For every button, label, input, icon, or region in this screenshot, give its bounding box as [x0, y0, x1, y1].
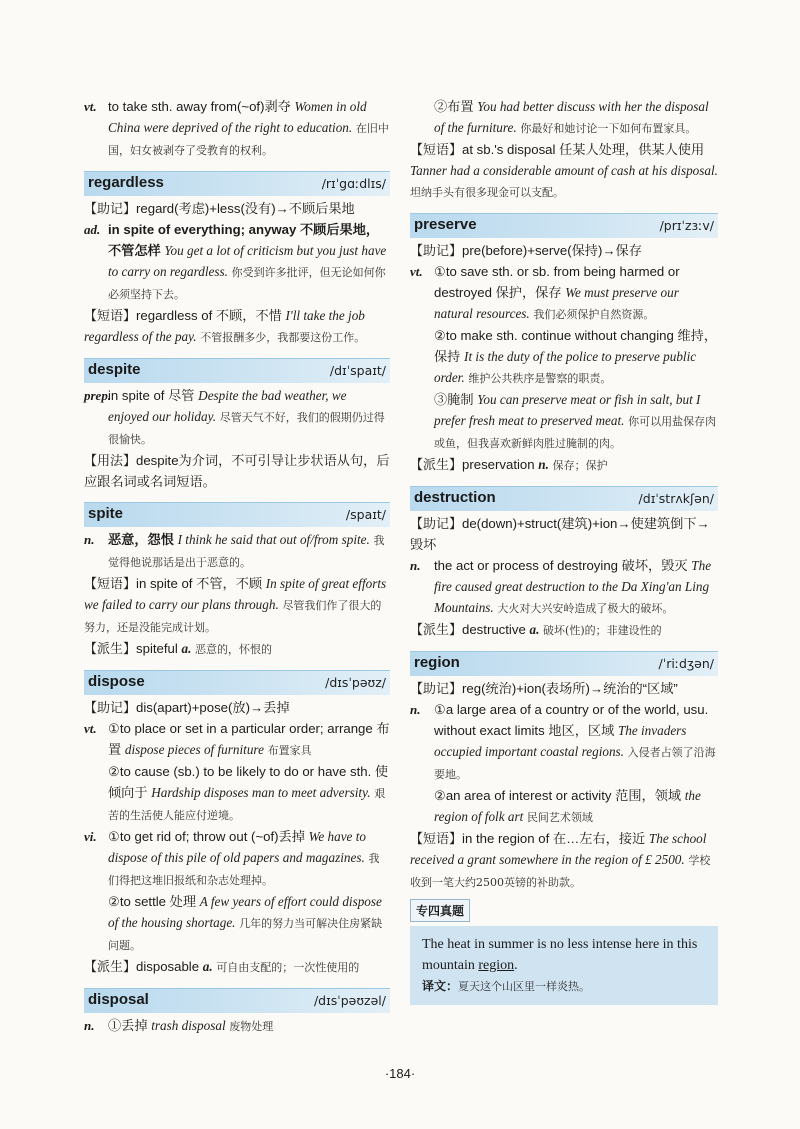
sense: [84, 385, 390, 450]
example-cn: 你可以用盐保存肉或鱼，但我喜欢新鲜肉胜过腌制的肉。: [434, 415, 717, 450]
headword: destruction: [414, 489, 496, 506]
exam-label: 专四真题: [410, 899, 470, 922]
exam-box: [410, 926, 718, 1005]
example-cn: 废物处理: [229, 1020, 274, 1033]
memo-line: [410, 678, 718, 699]
pos-label: vi.: [84, 829, 97, 844]
memo-tag: 【助记】: [410, 243, 463, 258]
derivative: disposable: [136, 959, 200, 974]
usage-text: despite为介词，不可引导让步状语从句，后应跟名词或名词短语。: [84, 453, 390, 489]
translation-label: 译文：: [422, 979, 459, 993]
phonetic: /ˈriːdʒən/: [658, 656, 714, 671]
sense: [84, 529, 390, 573]
derivative: spiteful: [136, 641, 178, 656]
example-cn: 民间艺术领域: [526, 811, 593, 824]
memo-line: [410, 513, 718, 555]
example-en: The invaders occupied important coastal regions.: [434, 723, 687, 759]
headword-bar-destruction: [410, 486, 718, 511]
example-cn: 维护公共秩序是警察的职责。: [468, 372, 612, 385]
phonetic: /rɪˈgɑːdlɪs/: [321, 176, 386, 191]
phrase-tag: 【短语】: [410, 142, 463, 157]
example-en: The school received a grant somewhere in the region of £ 2500.: [410, 831, 707, 867]
sense: [84, 718, 390, 761]
headword-bar-disposal: [84, 988, 390, 1013]
headword: disposal: [88, 991, 149, 1008]
phrase-line: [84, 305, 390, 348]
example-en: You had better discuss with her the disposal of the furniture.: [434, 99, 709, 135]
pos-label: n.: [410, 702, 421, 717]
translation-text: 夏天这个山区里一样炎热。: [458, 980, 591, 993]
phonetic: /dɪsˈpəʊzəl/: [313, 993, 386, 1008]
memo-text: pre(before)+serve(保持)→保存: [462, 243, 642, 258]
example-en: We must preserve our natural resources.: [434, 285, 679, 321]
phrase-line: [410, 828, 718, 893]
memo-tag: 【助记】: [84, 700, 137, 715]
sense: [84, 891, 390, 956]
exam-sentence-pre: The heat in summer is no less intense here in this mountain: [422, 937, 698, 973]
entry-intro-deprive: [84, 96, 390, 161]
phrase-tag: 【短语】: [84, 308, 137, 323]
example-en: In spite of great efforts we failed to carry our plans through.: [84, 576, 387, 612]
headword: dispose: [88, 673, 145, 690]
derivative-cn: 破坏(性)的；非建设性的: [543, 624, 662, 637]
exam-sentence: [422, 934, 708, 976]
definition: in spite of 尽管: [108, 388, 195, 403]
headword: preserve: [414, 216, 477, 233]
definition: the act or process of destroying 破坏，毁灭: [434, 558, 688, 573]
definition: ②布置: [434, 99, 474, 114]
sense: [84, 761, 390, 826]
example-en: You get a lot of criticism but you just have to carry on regardless.: [108, 243, 387, 279]
headword: spite: [88, 505, 124, 522]
example-en: Tanner had a considerable amount of cash at his disposal.: [410, 163, 718, 178]
derivative-cn: 可自由支配的；一次性使用的: [216, 961, 360, 974]
definition: 恶意，怨恨: [108, 532, 174, 547]
phrase: in spite of 不管，不顾: [136, 576, 263, 591]
example-cn: 你最好和她讨论一下如何布置家具。: [520, 122, 697, 135]
right-column: [410, 96, 718, 1005]
definition: ①丢掉: [108, 1018, 148, 1033]
definition: ①to save sth. or sb. from being harmed or destroyed 保护，保存: [434, 264, 680, 300]
memo-line: [84, 697, 390, 718]
definition: ②to make sth. continue without changing 维持，保持: [434, 328, 718, 364]
derivative-cn: 恶意的，怀恨的: [195, 643, 273, 656]
example-cn: 不管报酬多少，我都要这份工作。: [200, 331, 366, 344]
example-en: We have to dispose of this pile of old papers and magazines.: [108, 829, 366, 865]
memo-text: regard(考虑)+less(没有)→不顾后果地: [136, 201, 355, 216]
derivative-line: [410, 454, 718, 476]
phrase: in the region of 在…左右，接近: [462, 831, 646, 846]
sense: [410, 785, 718, 828]
headword-bar-region: [410, 651, 718, 676]
sense: [410, 389, 718, 454]
sense: [84, 219, 390, 305]
page-number: ·184·: [384, 1066, 416, 1081]
example-cn: 我们必须保护自然资源。: [533, 308, 655, 321]
headword-bar-preserve: [410, 213, 718, 238]
memo-text: reg(统治)+ion(表场所)→统治的“区域”: [462, 681, 678, 696]
example-en: trash disposal: [151, 1018, 226, 1033]
sense: [410, 325, 718, 389]
derivative-tag: 【派生】: [84, 959, 137, 974]
example-en: Women in old China were deprived of the right to education.: [108, 99, 367, 135]
headword-bar-despite: [84, 358, 390, 383]
sense: [410, 555, 718, 619]
headword: region: [414, 654, 460, 671]
pos-label: n.: [84, 532, 95, 547]
example-cn: 几年的努力当可解决住房紧缺问题。: [108, 917, 383, 952]
example-cn: 大火对大兴安岭造成了极大的破坏。: [497, 602, 674, 615]
example-cn: 你受到许多批评，但无论如何你必须坚持下去。: [108, 266, 386, 301]
definition: ②to cause (sb.) to be likely to do or have sth. 使倾向于: [108, 764, 389, 800]
example-en: It is the duty of the police to preserve public order.: [434, 349, 697, 385]
derivative-tag: 【派生】: [410, 622, 463, 637]
derivative: preservation: [462, 457, 535, 472]
pos-label: n.: [84, 1018, 95, 1033]
example-en: the region of folk art: [434, 788, 701, 824]
memo-text: de(down)+struct(建筑)+ion→使建筑倒下→毁坏: [410, 516, 710, 552]
example-en: The fire caused great destruction to the Da Xing'an Ling Mountains.: [434, 558, 712, 615]
example-cn: 我觉得他说那话是出于恶意的。: [108, 534, 385, 569]
pos-label: a.: [181, 641, 192, 656]
exam-keyword: region: [478, 958, 515, 973]
derivative-tag: 【派生】: [410, 457, 463, 472]
headword: despite: [88, 361, 141, 378]
usage-line: [84, 450, 390, 492]
memo-tag: 【助记】: [410, 516, 463, 531]
phonetic: /dɪsˈpəʊz/: [325, 675, 386, 690]
phonetic: /dɪˈspaɪt/: [329, 363, 386, 378]
example-cn: 学校收到一笔大约2500英镑的补助款。: [410, 854, 711, 889]
headword-bar-regardless: [84, 171, 390, 196]
definition: ②to settle 处理: [108, 894, 197, 909]
example-cn: 尽管我们作了很大的努力，还是没能完成计划。: [84, 599, 382, 634]
phrase-tag: 【短语】: [410, 831, 463, 846]
example-cn: 坦纳手头有很多现金可以支配。: [410, 186, 564, 199]
example-en: You can preserve meat or fish in salt, but I prefer fresh meat to preserved meat.: [434, 392, 701, 428]
definition: ②an area of interest or activity 范围，领域: [434, 788, 682, 803]
definition: ①to get rid of; throw out (~of)丢掉: [108, 829, 305, 844]
phonetic: /dɪˈstrʌkʃən/: [638, 491, 714, 506]
definition: ③腌制: [434, 392, 474, 407]
pos-label: a.: [529, 622, 540, 637]
headword-bar-spite: [84, 502, 390, 527]
pos-label: vt.: [410, 264, 423, 279]
sense: [410, 699, 718, 785]
memo-tag: 【助记】: [84, 201, 137, 216]
derivative-line: [84, 956, 390, 978]
pos-label: vt.: [84, 721, 97, 736]
sense: [410, 96, 718, 139]
phonetic: /spaɪt/: [345, 507, 386, 522]
pos-label: vt.: [84, 99, 97, 114]
example-en: I think he said that out of/from spite.: [177, 532, 370, 547]
definition: ①to place or set in a particular order; arrange 布置: [108, 721, 390, 757]
example-en: dispose pieces of furniture: [124, 742, 264, 757]
pos-label: a.: [202, 959, 213, 974]
derivative-tag: 【派生】: [84, 641, 137, 656]
example-en: Hardship disposes man to meet adversity.: [151, 785, 371, 800]
example-en: I'll take the job regardless of the pay.: [84, 308, 365, 344]
example-cn: 在旧中国，妇女被剥夺了受教育的权利。: [108, 122, 389, 157]
memo-line: [410, 240, 718, 261]
derivative: destructive: [462, 622, 526, 637]
sense: [410, 261, 718, 325]
example-cn: 布置家具: [267, 744, 312, 757]
phrase-line: [410, 139, 718, 203]
example-cn: 我们得把这堆旧报纸和杂志处理掉。: [108, 852, 380, 887]
usage-tag: 【用法】: [84, 453, 137, 468]
pos-label: prep.: [84, 388, 112, 403]
phrase: regardless of 不顾，不惜: [136, 308, 282, 323]
definition: ①a large area of a country or of the world, usu. without exact limits 地区，区域: [434, 702, 709, 738]
derivative-line: [84, 638, 390, 660]
phrase-tag: 【短语】: [84, 576, 137, 591]
pos-label: ad.: [84, 222, 101, 237]
phonetic: /prɪˈzɜːv/: [659, 218, 714, 233]
memo-tag: 【助记】: [410, 681, 463, 696]
definition: to take sth. away from(~of)剥夺: [108, 99, 291, 114]
memo-line: [84, 198, 390, 219]
example-en: A few years of effort could dispose of the housing shortage.: [108, 894, 382, 930]
example-en: Despite the bad weather, we enjoyed our holiday.: [108, 388, 347, 424]
derivative-line: [410, 619, 718, 641]
exam-sentence-post: .: [514, 958, 518, 973]
pos-label: n.: [410, 558, 421, 573]
headword: regardless: [88, 174, 164, 191]
exam-translation: [422, 976, 708, 997]
example-cn: 艰苦的生活使人能应付逆境。: [108, 787, 386, 822]
pos-label: n.: [538, 457, 549, 472]
left-column: [84, 96, 390, 1037]
sense: [84, 1015, 390, 1037]
memo-text: dis(apart)+pose(放)→丢掉: [136, 700, 290, 715]
example-cn: 入侵者占领了沿海要地。: [434, 746, 716, 781]
example-cn: 尽管天气不好，我们的假期仍过得很愉快。: [108, 411, 385, 446]
headword-bar-dispose: [84, 670, 390, 695]
definition: in spite of everything; anyway 不顾后果地，不管怎样: [108, 222, 380, 258]
phrase: at sb.'s disposal 任某人处理，供某人使用: [462, 142, 705, 157]
derivative-cn: 保存；保护: [552, 459, 608, 472]
phrase-line: [84, 573, 390, 638]
sense: [84, 826, 390, 891]
